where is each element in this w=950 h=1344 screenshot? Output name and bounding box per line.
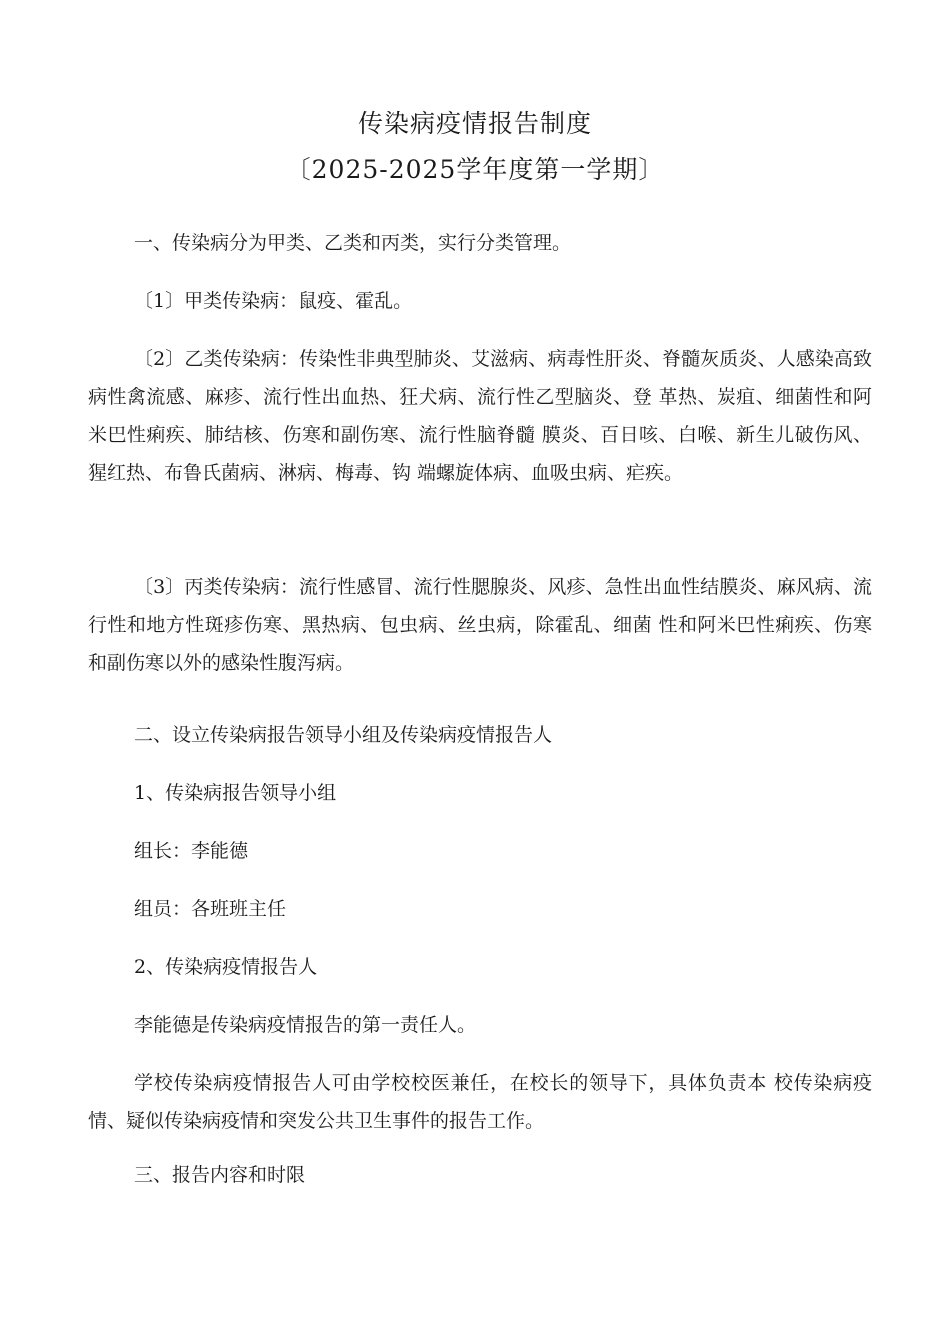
class-b-paragraph: 〔2〕乙类传染病：传染性非典型肺炎、艾滋病、病毒性肝炎、脊髓灰质炎、人感染高致病性禽流感、麻疹、流行性出血热、狂犬病、流行性乙型脑炎、登 革热、炭疽、细菌性和阿米巴性痢疾、肺结核、伤寒和副伤寒、流行性脑脊髓 膜炎、百日咳、白喉、新生儿破伤风、猩红热、布鲁氏菌病、淋病、梅毒、钩 端螺旋体病、血吸虫病、疟疾。 (88, 348, 872, 484)
section-1-heading: 一、传染病分为甲类、乙类和丙类，实行分类管理。 (134, 232, 572, 254)
class-c-paragraph: 〔3〕丙类传染病：流行性感冒、流行性腮腺炎、风疹、急性出血性结膜炎、麻风病、流行性和地方性斑疹伤寒、黑热病、包虫病、丝虫病，除霍乱、细菌 性和阿米巴性痢疾、伤寒和副伤寒以外的感染性腹泻病。 (88, 576, 872, 674)
section-2-heading: 二、设立传染病报告领导小组及传染病疫情报告人 (134, 724, 553, 746)
subsection-2-heading: 2、传染病疫情报告人 (134, 956, 318, 978)
reporter-duty-paragraph: 学校传染病疫情报告人可由学校校医兼任，在校长的领导下，具体负责本 校传染病疫情、疑似传染病疫情和突发公共卫生事件的报告工作。 (88, 1072, 872, 1132)
group-members-line: 组员：各班班主任 (134, 898, 287, 920)
first-responsible-line: 李能德是传染病疫情报告的第一责任人。 (134, 1014, 477, 1036)
class-a-paragraph: 〔1〕甲类传染病：鼠疫、霍乱。 (134, 290, 413, 312)
document-title: 传染病疫情报告制度 (357, 109, 592, 138)
group-leader-line: 组长：李能德 (134, 840, 249, 862)
subsection-1-heading: 1、传染病报告领导小组 (134, 782, 337, 804)
document-subtitle: 〔2025-2025学年度第一学期〕 (285, 155, 665, 184)
section-3-heading: 三、报告内容和时限 (134, 1164, 306, 1186)
